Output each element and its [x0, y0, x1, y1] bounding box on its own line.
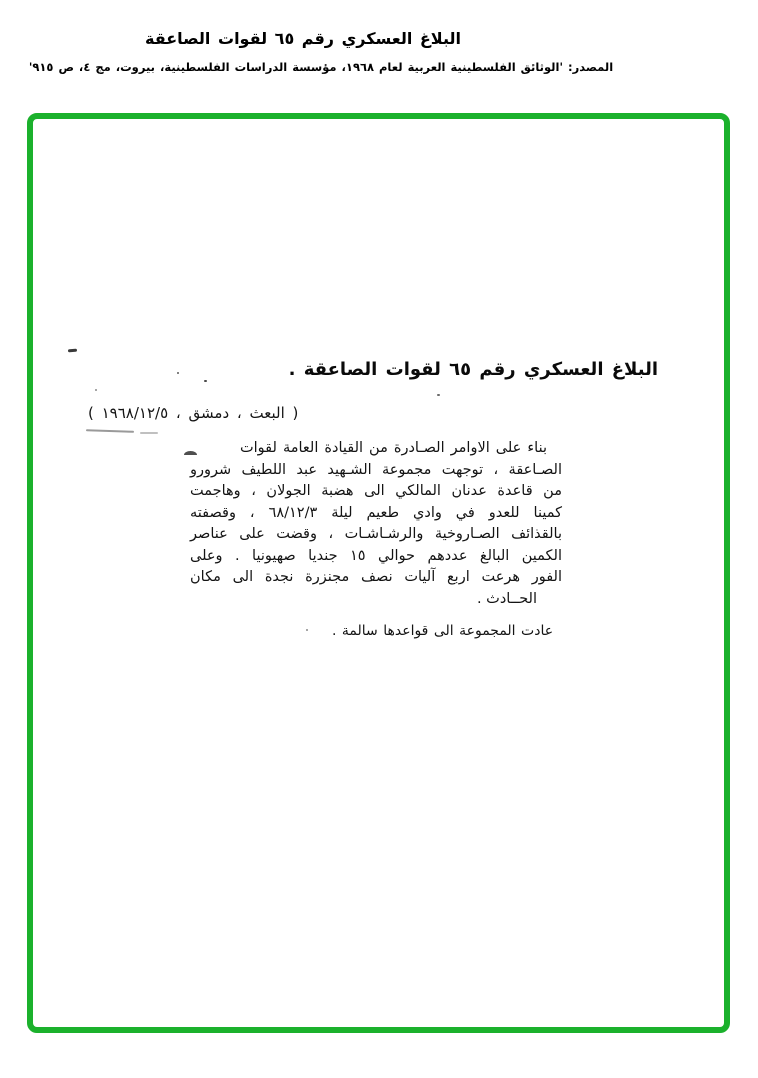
- body-line: بالقذائف الصـاروخية والرشـاشـات ، وقضت على عناصر: [190, 526, 562, 542]
- document-dateline: ( البعث ، دمشق ، ١٩٦٨/١٢/٥ ): [88, 404, 299, 422]
- body-line: الكمين البالغ عددهم حوالي ١٥ جنديا صهيونيا . وعلى: [190, 547, 562, 564]
- body-line: كمينا للعدو في وادي طعيم ليلة ٦٨/١٢/٣ ، وقصفته: [190, 504, 562, 521]
- body-line: الحــادث .: [476, 590, 537, 607]
- scan-artifact: [140, 432, 158, 434]
- scan-artifact: [184, 451, 197, 455]
- closing-line: عادت المجموعة الى قواعدها سالمة .: [332, 623, 554, 639]
- scan-artifact: [437, 394, 440, 396]
- scan-artifact: [95, 389, 97, 391]
- body-line: بناء على الاوامر الصـادرة من القيادة العامة لقوات: [240, 440, 547, 456]
- page-title: البلاغ العسكري رقم ٦٥ لقوات الصاعقة: [145, 29, 461, 48]
- scan-artifact: [68, 349, 77, 353]
- body-line: الصـاعقة ، توجهت مجموعة الشـهيد عبد اللطيف شرورو: [190, 461, 562, 478]
- body-line: الفور هرعت اربع آليات نصف مجنزرة نجدة الى مكان: [190, 569, 562, 585]
- scan-artifact: [177, 372, 179, 374]
- scan-artifact: [204, 380, 207, 382]
- source-citation: المصدر: 'الوثائق الفلسطينية العربية لعام ١٩٦٨، مؤسسة الدراسات الفلسطينية، بيروت، مج ٤، ص ٩١٥': [28, 60, 614, 74]
- body-line: من قاعدة عدنان المالكي الى هضبة الجولان ، وهاجمت: [190, 483, 562, 499]
- document-title: البلاغ العسكري رقم ٦٥ لقوات الصاعقة .: [288, 359, 658, 380]
- document-body: [190, 438, 562, 610]
- scan-artifact: [306, 629, 308, 631]
